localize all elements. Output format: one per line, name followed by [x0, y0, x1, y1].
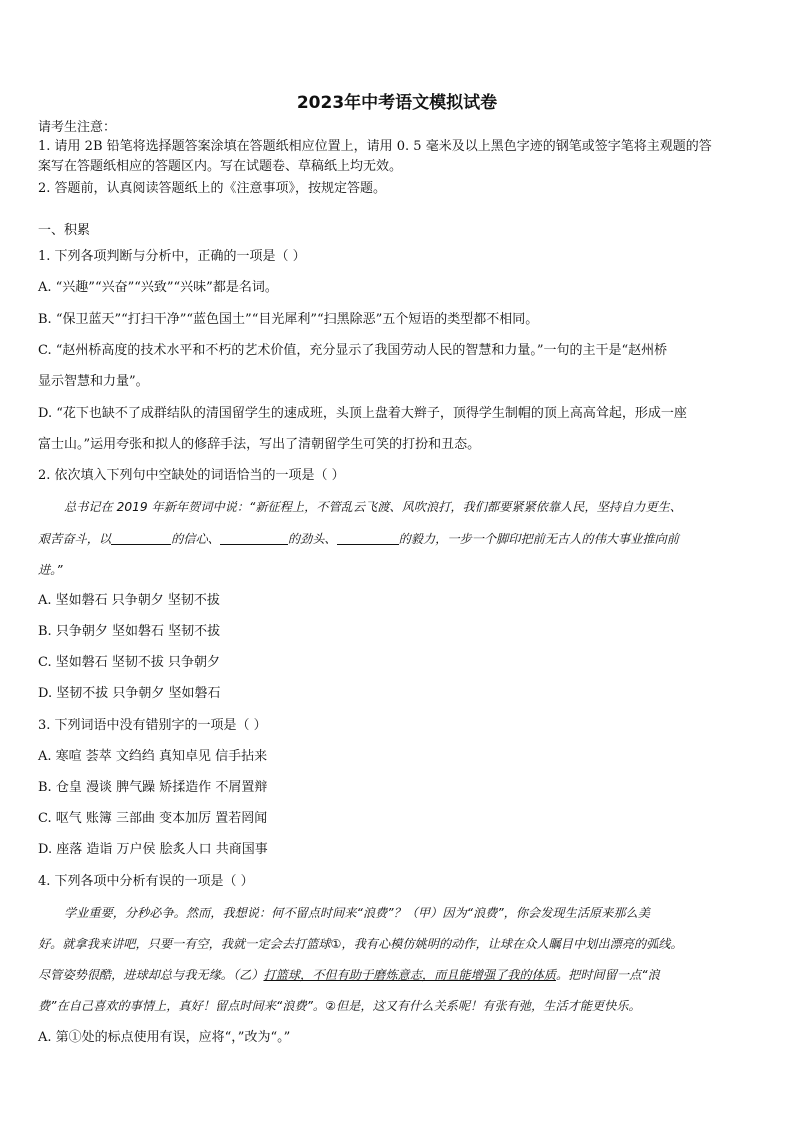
q4-passage-line3	[38, 966, 660, 984]
q1-option-d-line1: D. “花下也缺不了成群结队的清国留学生的速成班，头顶上盘着大辫子，顶得学生制帽的顶上高高耸起，形成一座	[38, 406, 687, 421]
q2-passage-text: 的信心、	[171, 532, 220, 546]
q2-passage-text: 的毅力，一步一个脚印把前无古人的伟大事业推向前	[398, 532, 679, 546]
notice-heading: 请考生注意：	[38, 120, 117, 135]
q4-option-a: A. 第①处的标点使用有误，应将“，”改为“。”	[38, 1030, 291, 1045]
q4-passage-text: 尽管姿势很酷，进球却总与我无缘。（乙）	[38, 968, 264, 982]
q1-option-c-line1: C. “赵州桥高度的技术水平和不朽的艺术价值，充分显示了我国劳动人民的智慧和力量。”一句的主干是“赵州桥	[38, 343, 668, 358]
q4-passage-line4: 费”在自己喜欢的事情上，真好！留点时间来“浪费”。②但是，这又有什么关系呢！有张有弛，生活才能更快乐。	[38, 999, 641, 1013]
answer-blank	[337, 531, 399, 545]
q2-passage-line1: 总书记在 2019 年新年贺词中说：“新征程上，不管乱云飞渡、风吹浪打，我们都要紧紧依靠人民，坚持自力更生、	[64, 500, 682, 514]
section-heading: 一、积累	[38, 223, 91, 238]
q3-stem: 3. 下列词语中没有错别字的一项是（ ）	[38, 718, 267, 733]
q1-option-a: A. “兴趣”“兴奋”“兴致”“兴味”都是名词。	[38, 280, 278, 295]
answer-blank	[111, 531, 171, 545]
notice-item-1a: 1. 请用 2B 铅笔将选择题答案涂填在答题纸相应位置上，请用 0. 5 毫米及以上黑色字迹的钢笔或签字笔将主观题的答	[38, 139, 712, 154]
answer-blank	[220, 531, 288, 545]
notice-item-2: 2. 答题前，认真阅读答题纸上的《注意事项》，按规定答题。	[38, 181, 387, 196]
q2-option-b: B. 只争朝夕 坚如磐石 坚韧不拔	[38, 624, 221, 639]
q4-passage-line1: 学业重要，分秒必争。然而，我想说：何不留点时间来“浪费”？（甲）因为“浪费”，你会发现生活原来那么美	[64, 906, 650, 920]
notice-item-1b: 案写在答题纸相应的答题区内。写在试题卷、草稿纸上均无效。	[38, 159, 403, 174]
q3-option-d: D. 座落 造诣 万户侯 脍炙人口 共商国事	[38, 842, 268, 857]
q2-passage-text: 的劲头、	[287, 532, 337, 546]
q2-option-a: A. 坚如磐石 只争朝夕 坚韧不拔	[38, 593, 220, 608]
q3-option-c: C. 呕气 账簿 三部曲 变本加厉 置若罔闻	[38, 811, 268, 826]
q2-passage-line3: 进。”	[38, 563, 63, 577]
q2-passage-text: 艰苦奋斗，以	[38, 532, 112, 546]
q1-option-b: B. “保卫蓝天”“打扫干净”“蓝色国土”“目光犀利”“扫黑除恶”五个短语的类型都不相同。	[38, 312, 539, 327]
q1-option-d-line2: 富士山。”运用夸张和拟人的修辞手法，写出了清朝留学生可笑的打扮和丑态。	[38, 437, 481, 452]
q2-stem: 2. 依次填入下列句中空缺处的词语恰当的一项是（ ）	[38, 468, 345, 483]
q3-option-b: B. 仓皇 漫谈 脾气躁 矫揉造作 不屑置辩	[38, 780, 268, 795]
q1-stem: 1. 下列各项判断与分析中，正确的一项是（ ）	[38, 249, 306, 264]
q4-passage-text: 。把时间留一点“浪	[555, 968, 660, 982]
page-title: 2023年中考语文模拟试卷	[296, 93, 498, 113]
q2-option-d: D. 坚韧不拔 只争朝夕 坚如磐石	[38, 686, 221, 701]
q2-option-c: C. 坚如磐石 坚韧不拔 只争朝夕	[38, 655, 221, 670]
q1-option-c-line2: 显示智慧和力量”。	[38, 374, 149, 389]
q4-underlined-text: 打篮球，不但有助于磨炼意志，而且能增强了我的体质	[263, 968, 556, 982]
q4-stem: 4. 下列各项中分析有误的一项是（ ）	[38, 874, 254, 889]
q2-passage-line2	[38, 530, 679, 548]
q3-option-a: A. 寒喧 荟萃 文绉绉 真知卓见 信手拈来	[38, 749, 268, 764]
q4-passage-line2: 好。就拿我来讲吧，只要一有空，我就一定会去打篮球①，我有心模仿姚明的动作，让球在众人瞩目中划出漂亮的弧线。	[38, 937, 683, 951]
